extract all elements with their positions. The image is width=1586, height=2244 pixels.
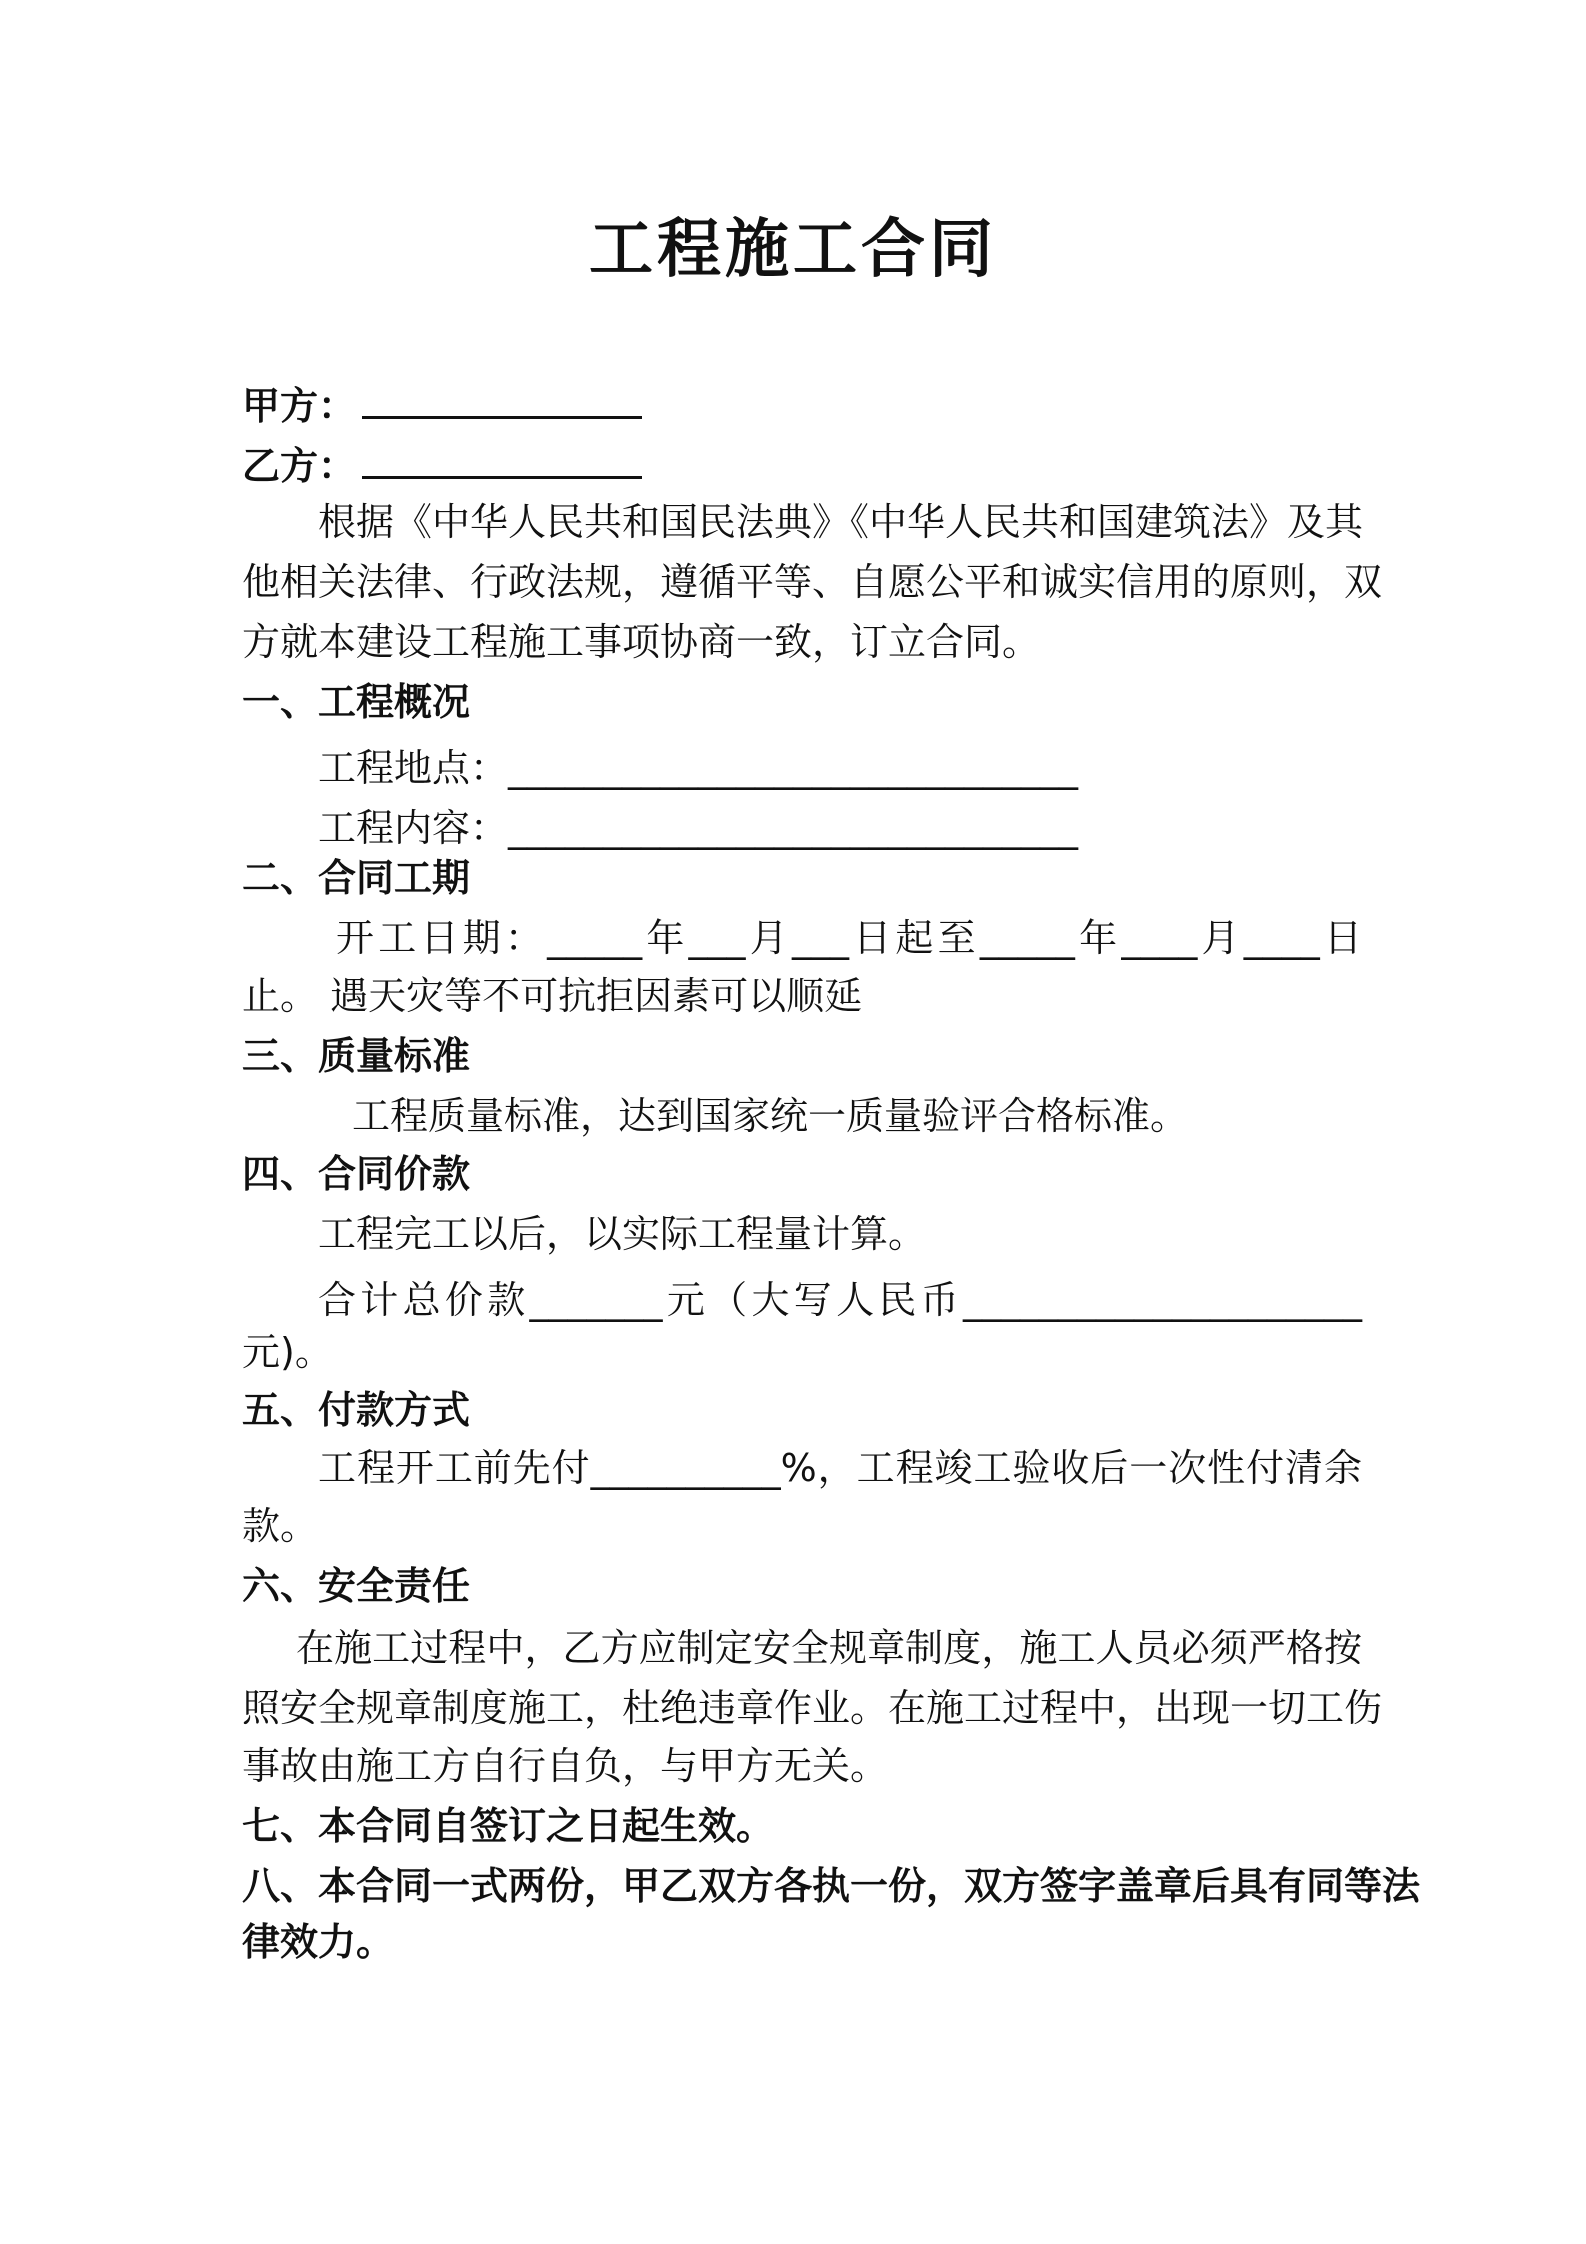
section-1-heading: 一、工程概况 — [242, 680, 471, 724]
party-a-label: 甲方： — [242, 384, 357, 428]
section-4-heading: 四、合同价款 — [242, 1152, 471, 1196]
party-b-label: 乙方： — [242, 444, 357, 488]
project-location: 工程地点：______________________________ — [318, 746, 1079, 790]
section-3-heading: 三、质量标准 — [242, 1034, 471, 1078]
schedule-line-2: 止。 遇天灾等不可抗拒因素可以顺延 — [242, 974, 863, 1018]
party-b-row — [242, 440, 1362, 492]
payment-text-1: 工程开工前先付__________%，工程竣工验收后一次性付清余 — [318, 1446, 1362, 1490]
intro-line-2: 他相关法律、行政法规，遵循平等、自愿公平和诚实信用的原则，双 — [242, 560, 1383, 604]
safety-line-1: 在施工过程中，乙方应制定安全规章制度，施工人员必须严格按 — [296, 1626, 1362, 1670]
section-7-text: 七、本合同自签订之日起生效。 — [242, 1804, 775, 1848]
safety-line-2: 照安全规章制度施工，杜绝违章作业。在施工过程中，出现一切工伤 — [242, 1686, 1383, 1730]
intro-line-1: 根据《中华人民共和国民法典》《中华人民共和国建筑法》及其 — [318, 500, 1364, 544]
payment-text-2: 款。 — [242, 1504, 319, 1548]
party-a-row — [242, 380, 1362, 432]
section-8-line-1: 八、本合同一式两份，甲乙双方各执一份，双方签字盖章后具有同等法 — [242, 1864, 1421, 1908]
document-title: 工程施工合同 — [589, 213, 997, 287]
price-text-2: 合计总价款_______元（大写人民币_____________________ — [318, 1278, 1362, 1322]
section-5-heading: 五、付款方式 — [242, 1388, 471, 1432]
price-text-3: 元)。 — [242, 1330, 333, 1374]
section-2-heading: 二、合同工期 — [242, 856, 471, 900]
project-content: 工程内容：______________________________ — [318, 806, 1079, 850]
section-6-heading: 六、安全责任 — [242, 1564, 471, 1608]
section-8-line-2: 律效力。 — [242, 1920, 395, 1964]
party-b-blank — [362, 442, 642, 479]
schedule-line-1: 开工日期：_____年___月___日起至_____年____月____日 — [336, 916, 1362, 960]
intro-line-3: 方就本建设工程施工事项协商一致，订立合同。 — [242, 620, 1041, 664]
party-a-blank — [362, 382, 642, 419]
safety-line-3: 事故由施工方自行自负，与甲方无关。 — [242, 1744, 889, 1788]
price-text-1: 工程完工以后，以实际工程量计算。 — [318, 1212, 927, 1256]
quality-text: 工程质量标准，达到国家统一质量验评合格标准。 — [352, 1094, 1189, 1138]
